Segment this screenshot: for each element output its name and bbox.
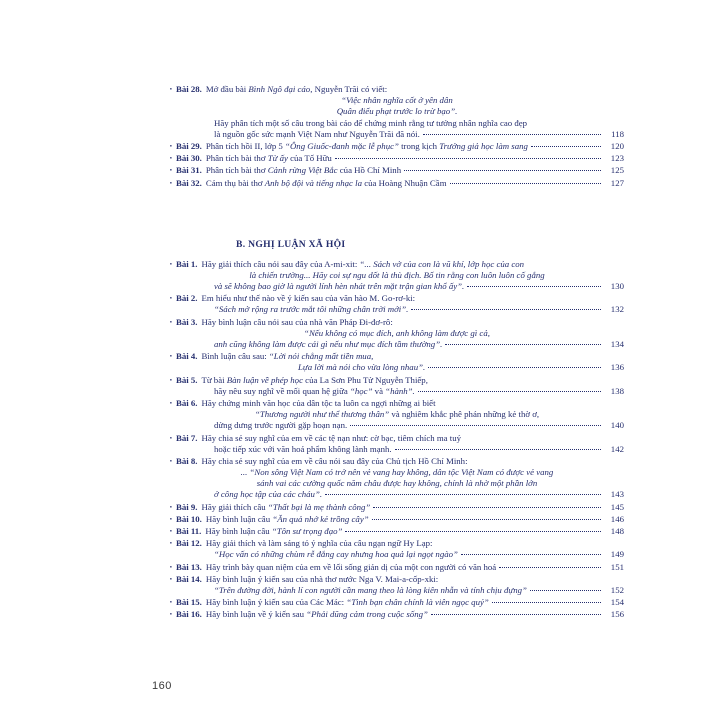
toc-page-number: 142	[610, 443, 624, 454]
toc-text-italic: “Phải dũng cảm trong cuộc sống”	[306, 609, 428, 620]
dotted-leader	[423, 134, 601, 135]
bullet-icon: ▪	[170, 353, 172, 360]
toc-page-number: 123	[610, 153, 624, 164]
toc-page-number: 140	[610, 420, 624, 431]
toc-item-label: Bài 31.	[175, 165, 202, 176]
toc-text-italic: anh cũng không làm được cái gì nếu như mục đích tầm thường”.	[214, 339, 443, 349]
toc-section-a	[170, 84, 624, 189]
toc-line	[170, 304, 624, 315]
toc-text-run: Hãy bình luận ý kiến sau của nhà thơ nước Nga V. Mai-a-cốp-xki:	[205, 573, 439, 584]
toc-text-run: Phân tích hồi II, lớp 5	[205, 140, 286, 151]
toc-text-italic: “Trên đường đời, hành lí con người cần mang theo là lòng kiên nhẫn và tính chịu đựng”	[214, 584, 527, 595]
toc-item	[170, 178, 624, 189]
dotted-leader	[531, 146, 601, 147]
dotted-leader	[372, 519, 601, 520]
toc-item	[170, 375, 624, 397]
toc-text-italic: Lựa lời mà nói cho vừa lòng nhau”.	[298, 362, 426, 373]
toc-line	[170, 502, 624, 513]
footer-page-number: 160	[152, 680, 172, 692]
toc-text-run: Hãy bình luận câu	[205, 513, 273, 524]
toc-text-run: dửng dưng trước người gặp hoạn nạn.	[214, 420, 348, 431]
toc-item-text	[341, 95, 453, 106]
toc-item-text	[206, 609, 428, 620]
toc-item-text	[206, 141, 528, 152]
toc-line	[170, 467, 624, 478]
toc-item-text	[214, 304, 408, 315]
toc-line	[170, 526, 624, 537]
bullet-icon: ▪	[170, 504, 172, 511]
toc-item-label: Bài 11.	[175, 526, 202, 536]
toc-text-run: hoặc tiếp xúc với văn hoá phẩm không lành mạnh.	[214, 443, 392, 454]
toc-line	[170, 351, 624, 362]
toc-page-number: 134	[610, 339, 624, 349]
dotted-leader	[395, 449, 601, 450]
toc-text-run: và nghiêm khắc phê phán những kẻ thờ ơ,	[389, 409, 540, 420]
dotted-leader	[335, 158, 601, 159]
toc-item-text	[201, 351, 373, 362]
toc-line	[170, 106, 624, 117]
toc-page-number: 136	[610, 362, 624, 373]
toc-line	[170, 456, 624, 467]
toc-page-number: 149	[610, 549, 624, 560]
dotted-leader	[325, 494, 601, 495]
toc-text-italic: “Nếu không có mục đích, anh không làm được gì cả,	[304, 327, 490, 338]
toc-line	[170, 362, 624, 373]
toc-item-label: Bài 15.	[175, 597, 202, 608]
toc-item	[170, 562, 624, 573]
toc-item	[170, 538, 624, 560]
toc-page-number: 130	[610, 281, 624, 292]
toc-item	[170, 259, 624, 293]
toc-item-text	[206, 538, 433, 549]
bullet-icon: ▪	[170, 400, 172, 407]
toc-text-run: là nguồn gốc sức mạnh Việt Nam như Nguyễn Trãi đã nói.	[214, 128, 420, 139]
toc-line	[170, 84, 624, 95]
toc-line	[170, 514, 624, 525]
toc-text-run: Phân tích bài thơ	[205, 165, 268, 176]
toc-item	[170, 165, 624, 176]
toc-item-text	[201, 456, 467, 467]
toc-text-italic: Bình Ngô đại cáo	[248, 84, 311, 94]
bullet-icon: ▪	[170, 180, 172, 186]
toc-line	[170, 478, 624, 489]
toc-text-italic: ở công học tập của các cháu”.	[214, 489, 323, 500]
toc-item-text	[201, 317, 392, 328]
toc-item-label: Bài 8.	[175, 455, 198, 466]
dotted-leader	[450, 183, 601, 184]
toc-item	[170, 433, 624, 455]
toc-item	[170, 141, 624, 152]
table-of-contents	[170, 84, 624, 622]
toc-item-label: Bài 5.	[175, 374, 198, 385]
toc-line	[170, 386, 624, 397]
bullet-icon: ▪	[170, 377, 172, 384]
toc-page-number: 132	[610, 304, 624, 315]
toc-item-label: Bài 28.	[175, 84, 202, 94]
toc-text-italic: “Sách mở rộng ra trước mắt tôi những chân trời mới”.	[214, 304, 409, 315]
toc-item	[170, 456, 624, 501]
toc-text-run: Mở đầu bài	[205, 84, 249, 94]
toc-item-text	[206, 84, 387, 95]
toc-item-text	[206, 165, 401, 176]
dotted-leader	[530, 590, 601, 591]
toc-text-run: Cảm thụ bài thơ	[205, 177, 265, 188]
toc-item-text	[206, 574, 438, 585]
toc-page-number: 118	[611, 128, 624, 139]
bullet-icon: ▪	[170, 516, 172, 523]
toc-text-italic: Quân điếu phạt trước lo trừ bạo”.	[336, 106, 458, 117]
bullet-icon: ▪	[170, 295, 172, 302]
toc-line	[170, 328, 624, 339]
toc-item-label: Bài 29.	[175, 140, 202, 151]
toc-item-text	[201, 502, 370, 513]
toc-text-run: của Hoàng Nhuận Cầm	[362, 177, 447, 188]
toc-text-run: , Nguyễn Trãi có viết:	[310, 84, 388, 94]
bullet-icon: ▪	[170, 540, 172, 547]
toc-text-italic: “Việc nhân nghĩa cốt ở yên dân	[341, 95, 453, 106]
toc-line	[170, 141, 624, 152]
toc-line	[170, 165, 624, 176]
toc-item-text	[214, 386, 415, 397]
toc-text-run: Hãy bình luận ý kiến sau của Các Mác:	[205, 597, 347, 608]
bullet-icon: ▪	[170, 261, 172, 268]
toc-item-label: Bài 6.	[175, 397, 198, 408]
dotted-leader	[411, 309, 601, 310]
dotted-leader	[445, 344, 601, 345]
toc-item	[170, 317, 624, 351]
bullet-icon: ▪	[170, 86, 172, 93]
toc-item-label: Bài 9.	[175, 501, 198, 512]
bullet-icon: ▪	[170, 143, 172, 150]
toc-item-text	[255, 409, 539, 420]
toc-item-text	[241, 467, 554, 478]
toc-text-italic: là chiến trường... Hãy coi sự ngu dốt là thù địch. Bố tin rằng con luôn luôn cố gắng	[249, 269, 545, 280]
toc-text-italic: “Tình bạn chân chính là viên ngọc quý”	[346, 597, 489, 608]
toc-item-label: Bài 1.	[175, 258, 198, 269]
bullet-icon: ▪	[170, 167, 172, 174]
toc-line	[170, 95, 624, 106]
toc-item-text	[201, 259, 524, 270]
toc-item	[170, 574, 624, 596]
toc-text-italic: Cảnh rừng Việt Bắc	[267, 165, 338, 176]
bullet-icon: ▪	[170, 528, 172, 535]
toc-item	[170, 502, 624, 513]
toc-item-text	[214, 129, 420, 140]
toc-item-text	[206, 514, 369, 525]
toc-item-text	[304, 328, 490, 339]
dotted-leader	[499, 567, 601, 568]
toc-page-number: 151	[610, 561, 624, 572]
toc-text-run: Hãy bình luận về ý kiến sau	[205, 609, 307, 620]
toc-text-run: của La Sơn Phu Tử Nguyễn Thiếp,	[302, 374, 428, 385]
toc-line	[170, 549, 624, 560]
toc-text-italic: Bàn luận về phép học	[226, 374, 303, 385]
toc-text-run: Em hiểu như thế nào về ý kiến sau của văn hào M. Go-rơ-ki:	[201, 293, 416, 304]
toc-item-label: Bài 14.	[175, 573, 202, 584]
toc-item-label: Bài 30.	[175, 153, 202, 164]
toc-text-run: Phân tích bài thơ	[205, 153, 268, 164]
toc-line	[170, 178, 624, 189]
toc-text-run: hãy nêu suy nghĩ về mối quan hệ giữa	[214, 385, 350, 396]
toc-text-run: Hãy giải thích và làm sáng tỏ ý nghĩa của câu ngạn ngữ Hy Lạp:	[205, 538, 433, 549]
toc-text-run: Từ bài	[201, 374, 227, 385]
dotted-leader	[373, 507, 601, 508]
toc-page-number: 125	[610, 165, 624, 176]
dotted-leader	[404, 170, 601, 171]
toc-text-run: Hãy giải thích câu nói sau đây của A-mi-xit:	[201, 258, 360, 269]
dotted-leader	[467, 286, 601, 287]
dotted-leader	[431, 614, 601, 615]
toc-item-text	[214, 281, 464, 292]
toc-text-run: Hãy trình bày quan niệm của em về lối sống giản dị của một con người có văn hoá	[205, 561, 497, 572]
toc-text-italic: “... Sách vở của con là vũ khí, lớp học của con	[359, 258, 525, 269]
toc-line	[170, 118, 624, 129]
toc-item-text	[214, 444, 392, 455]
toc-page-number: 154	[610, 597, 624, 608]
toc-item-text	[201, 433, 461, 444]
toc-item-text	[337, 106, 458, 117]
toc-line	[170, 585, 624, 596]
toc-item-text	[205, 526, 342, 537]
toc-text-run: của Tố Hữu	[287, 153, 332, 164]
toc-item-text	[206, 153, 332, 164]
toc-item-text	[214, 549, 458, 560]
bullet-icon: ▪	[170, 611, 172, 618]
toc-text-run: Bình luận câu sau:	[201, 351, 269, 362]
toc-line	[170, 398, 624, 409]
toc-line	[170, 129, 624, 140]
toc-line	[170, 597, 624, 608]
toc-item-label: Bài 10.	[175, 513, 202, 524]
toc-page-number: 138	[610, 385, 624, 396]
toc-line	[170, 409, 624, 420]
toc-line	[170, 609, 624, 620]
toc-page-number: 127	[610, 177, 624, 188]
toc-item-label: Bài 13.	[175, 561, 202, 572]
dotted-leader	[492, 602, 601, 603]
toc-line	[170, 375, 624, 386]
bullet-icon: ▪	[170, 435, 172, 441]
toc-item-label: Bài 4.	[175, 351, 198, 362]
toc-text-italic: “Ông Giuốc-đanh mặc lễ phục”	[285, 140, 399, 151]
toc-item	[170, 153, 624, 164]
toc-line	[170, 270, 624, 281]
toc-item-label: Bài 16.	[175, 609, 202, 620]
toc-line	[170, 281, 624, 292]
toc-text-run: Hãy chia sẻ suy nghĩ của em về câu nói sau đây của Chủ tịch Hồ Chí Minh:	[201, 455, 468, 466]
toc-item-label: Bài 3.	[175, 316, 198, 327]
toc-item-text	[214, 585, 527, 596]
toc-line	[170, 433, 624, 444]
toc-text-italic: “Ăn quả nhớ kẻ trồng cây”	[272, 513, 369, 524]
toc-line	[170, 317, 624, 328]
toc-text-italic: “Thương người như thể thương thân”	[254, 409, 390, 420]
toc-item-text	[214, 339, 442, 350]
toc-text-run: và	[372, 385, 386, 396]
toc-line	[170, 420, 624, 431]
toc-item-label: Bài 7.	[175, 432, 198, 443]
toc-item	[170, 526, 624, 537]
toc-text-italic: “học”	[349, 385, 373, 396]
dotted-leader	[345, 531, 601, 532]
toc-text-run: Hãy giải thích câu	[201, 501, 268, 512]
toc-item-text	[257, 478, 538, 489]
toc-item	[170, 514, 624, 525]
toc-item-text	[201, 398, 435, 409]
dotted-leader	[461, 554, 601, 555]
toc-line	[170, 293, 624, 304]
toc-text-italic: Anh bộ đội và tiếng nhạc la	[264, 177, 363, 188]
toc-item-label: Bài 2.	[175, 293, 198, 304]
toc-text-italic: “Thất bại là mẹ thành công”	[267, 501, 371, 512]
bullet-icon: ▪	[170, 458, 172, 465]
bullet-icon: ▪	[170, 576, 172, 583]
bullet-icon: ▪	[170, 564, 172, 571]
toc-item-label: Bài 12.	[175, 538, 202, 549]
toc-page-number: 148	[610, 526, 624, 536]
toc-line	[170, 153, 624, 164]
toc-item	[170, 597, 624, 608]
toc-text-italic: sánh vai các cường quốc năm châu được hay không, chính là nhờ một phần lớn	[256, 478, 538, 489]
toc-page-number: 143	[610, 489, 624, 500]
toc-line	[170, 259, 624, 270]
toc-text-run: của Hồ Chí Minh	[337, 165, 402, 176]
toc-item	[170, 293, 624, 315]
toc-item-text	[298, 362, 425, 373]
toc-item-text	[206, 597, 489, 608]
toc-item-text	[201, 293, 415, 304]
toc-line	[170, 538, 624, 549]
dotted-leader	[350, 425, 601, 426]
toc-item-text	[249, 270, 544, 281]
toc-line	[170, 574, 624, 585]
toc-text-italic: và sẽ không bao giờ là người lính hèn nhát trên mặt trận gian khổ ấy”.	[214, 281, 465, 292]
toc-item	[170, 351, 624, 373]
toc-item-text	[206, 562, 496, 573]
bullet-icon: ▪	[170, 319, 172, 326]
toc-text-run: Hãy phân tích một số câu trong bài cáo để chứng minh rằng tư tưởng nhân nghĩa cao đẹp	[214, 117, 528, 128]
toc-text-run: trong kịch	[398, 140, 440, 151]
toc-line	[170, 444, 624, 455]
toc-page-number: 156	[610, 609, 624, 620]
toc-text-run: Hãy chia sẻ suy nghĩ của em về các tệ nạn như: cờ bạc, tiêm chích ma tuý	[201, 432, 462, 443]
toc-page-number: 146	[610, 513, 624, 524]
toc-text-run: Hãy chứng minh văn học của dân tộc ta luôn ca ngợi những ai biết	[201, 397, 436, 408]
dotted-leader	[418, 391, 601, 392]
toc-page-number: 145	[610, 501, 624, 512]
toc-item-text	[214, 420, 347, 431]
toc-page-number: 120	[610, 140, 624, 151]
toc-text-italic: Từ ấy	[267, 153, 288, 164]
toc-item	[170, 398, 624, 432]
toc-page-number: 152	[610, 584, 624, 595]
section-b-header: B. NGHỊ LUẬN XÃ HỘI	[236, 238, 346, 250]
toc-text-italic: “Lời nói chẳng mất tiền mua,	[268, 351, 374, 362]
toc-item-label: Bài 32.	[175, 177, 202, 188]
toc-section-b	[170, 259, 624, 621]
dotted-leader	[428, 367, 601, 368]
toc-text-italic: Trưởng giả học làm sang	[439, 140, 528, 151]
toc-item	[170, 609, 624, 620]
toc-text-run: Hãy bình luận câu nói sau của nhà văn Pháp Đi-đơ-rô:	[201, 316, 393, 327]
toc-text-italic: “Học vấn có những chùm rễ đắng cay nhưng hoa quả lại ngọt ngào”	[214, 549, 458, 560]
toc-text-run: Hãy bình luận câu	[205, 526, 272, 536]
toc-text-italic: “hành”.	[385, 385, 415, 396]
toc-item-text	[206, 178, 447, 189]
toc-line	[170, 339, 624, 350]
toc-item-text	[214, 489, 322, 500]
toc-item	[170, 84, 624, 140]
toc-line	[170, 562, 624, 573]
bullet-icon: ▪	[170, 155, 172, 162]
toc-item-text	[214, 118, 527, 129]
toc-line	[170, 489, 624, 500]
toc-item-text	[201, 375, 427, 386]
toc-text-italic: ... “Non sông Việt Nam có trở nên vẻ vang hay không, dân tộc Việt Nam có được vẻ vang	[240, 467, 554, 478]
bullet-icon: ▪	[170, 599, 172, 606]
toc-text-italic: “Tôn sư trọng đạo”	[271, 526, 343, 536]
